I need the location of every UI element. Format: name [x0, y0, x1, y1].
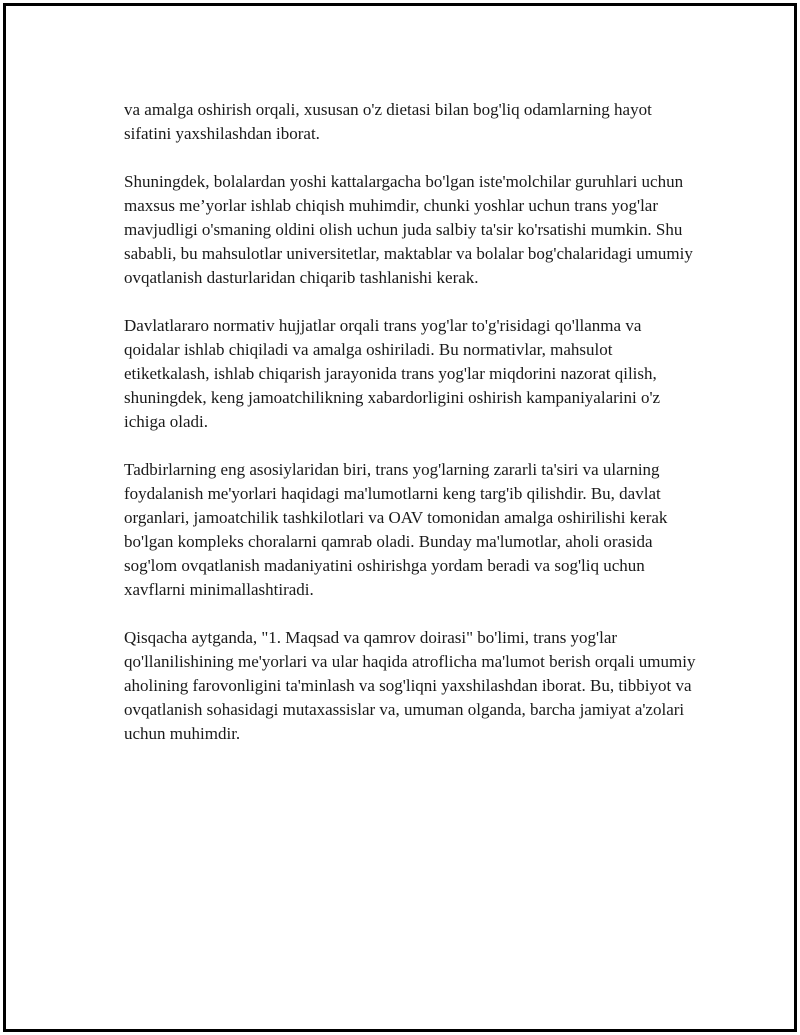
paragraph-2: Shuningdek, bolalardan yoshi kattalargacha bo'lgan iste'molchilar guruhlari uchun maxsus me’yorlar ishlab chiqish muhimdir, chunki yoshlar uchun trans yog'lar mavjudligi o'smaning oldini olish uchun juda salbiy ta'sir ko'rsatishi mumkin. Shu sababli, bu mahsulotlar universitetlar, maktablar va bolalar bog'chalaridagi umumiy ovqatlanish dasturlaridan chiqarib tashlanishi kerak. — [124, 172, 693, 287]
paragraph-5: Qisqacha aytganda, "1. Maqsad va qamrov doirasi" bo'limi, trans yog'lar qo'llanilishining me'yorlari va ular haqida atroflicha ma'lumot berish orqali umumiy aholining farovonligini ta'minlash va sog'liqni yaxshilashdan iborat. Bu, tibbiyot va ovqatlanish sohasidagi mutaxassislar va, umuman olganda, barcha jamiyat a'zolari uchun muhimdir. — [124, 628, 696, 743]
paragraph-4: Tadbirlarning eng asosiylaridan biri, trans yog'larning zararli ta'siri va ularning foydalanish me'yorlari haqidagi ma'lumotlarni keng targ'ib qilishdir. Bu, davlat organlari, jamoatchilik tashkilotlari va OAV tomonidan amalga oshirilishi kerak bo'lgan kompleks choralarni qamrab oladi. Bunday ma'lumotlar, aholi orasida sog'lom ovqatlanish madaniyatini oshirishga yordam beradi va sog'liq uchun xavflarni minimallashtiradi. — [124, 460, 668, 599]
paragraph-3: Davlatlararo normativ hujjatlar orqali trans yog'lar to'g'risidagi qo'llanma va qoidalar ishlab chiqiladi va amalga oshiriladi. Bu normativlar, mahsulot etiketkalash, ishlab chiqarish jarayonida trans yog'lar miqdorini nazorat qilish, shuningdek, keng jamoatchilikning xabardorligini oshirish kampaniyalarini o'z ichiga oladi. — [124, 316, 661, 431]
paragraph-1: va amalga oshirish orqali, xususan o'z dietasi bilan bog'liq odamlarning hayot sifatini yaxshilashdan iborat. — [124, 100, 652, 143]
document-body — [124, 98, 699, 770]
page-frame — [3, 3, 797, 1032]
